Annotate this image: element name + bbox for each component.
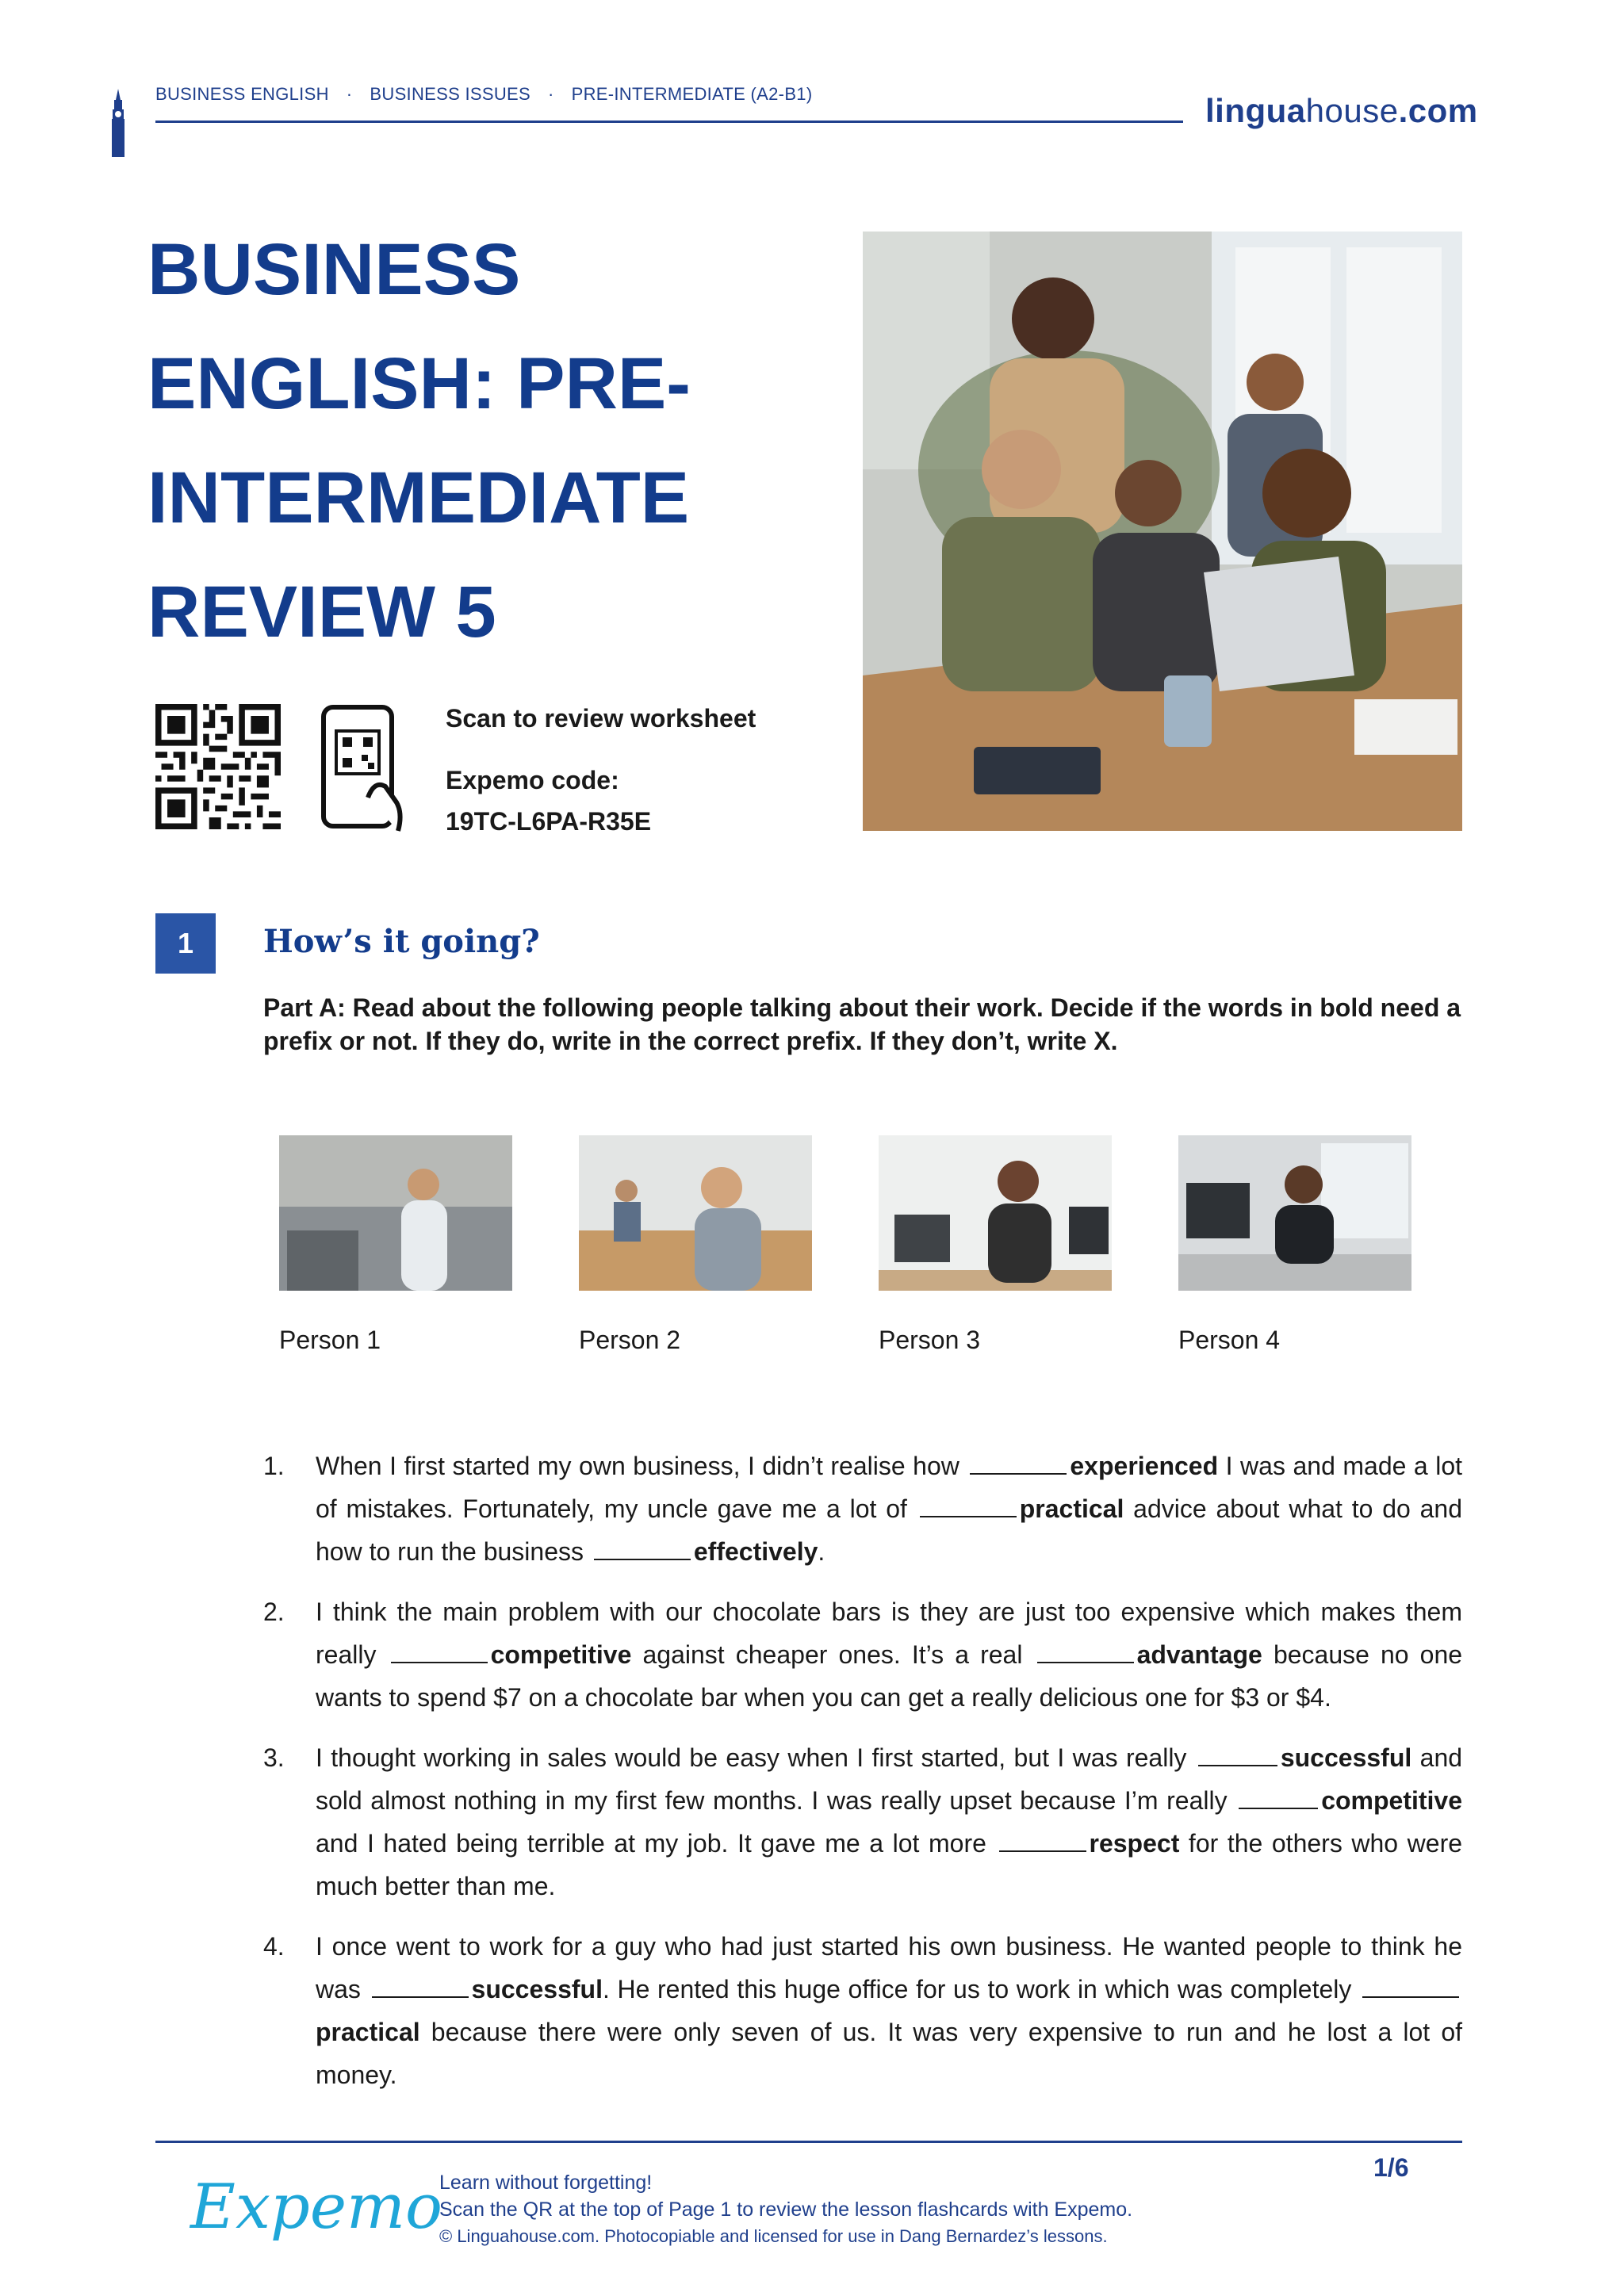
bold-word: successful [1280, 1743, 1412, 1772]
item-number: 4. [263, 1932, 285, 1961]
page-number: 1/6 [1373, 2153, 1409, 2182]
scan-label: Scan to review worksheet [446, 704, 756, 733]
phone-scan-icon [319, 704, 408, 832]
expemo-code-value: 19TC-L6PA-R35E [446, 807, 652, 836]
qr-code[interactable] [155, 704, 281, 829]
person-4-photo [1178, 1135, 1411, 1291]
footer-scan-note: Scan the QR at the top of Page 1 to review the lesson flashcards with Expemo. [439, 2198, 1133, 2221]
person-1-photo [279, 1135, 512, 1291]
section-instruction: Part A: Read about the following people talking about their work. Decide if the words in bold need a prefix or not. If they do, write in the correct prefix. If they don’t, write X. [263, 993, 1461, 1055]
breadcrumb-item: BUSINESS ISSUES [370, 84, 530, 104]
answer-blank[interactable] [1198, 1738, 1277, 1766]
brand-logo[interactable]: linguahouse.com [1205, 92, 1478, 129]
list-item: 3. I thought working in sales would be easy when I first started, but I was really successful and sold almost nothing in my first few months. I was really upset because I’m really competitive and I hated being terrible at my job. It gave me a lot more respect for the others who were much better than me. [263, 1736, 1462, 1908]
header-divider [155, 121, 1183, 123]
list-item: 2. I think the main problem with our chocolate bars is they are just too expensive which makes them really competitive against cheaper ones. It’s a real advantage because no one wants to spend $7 on a chocolate bar when you can get a really delicious one for $3 or $4. [263, 1590, 1462, 1719]
bold-word: practical [316, 2018, 420, 2046]
person-label: Person 1 [279, 1326, 381, 1354]
person-3-photo [879, 1135, 1112, 1291]
list-item: 1. When I first started my own business, I didn’t realise how experienced I was and made a lot of mistakes. Fortunately, my uncle gave me a lot of practical advice about what to do and how to run the business effectively. [263, 1445, 1462, 1573]
svg-text:Expemo: Expemo [190, 2172, 442, 2243]
bold-word: advantage [1136, 1640, 1262, 1669]
answer-blank[interactable] [970, 1446, 1067, 1475]
bold-word: effectively [693, 1537, 818, 1566]
answer-blank[interactable] [594, 1532, 691, 1560]
footer-divider [155, 2141, 1462, 2143]
bold-word: successful [471, 1975, 603, 2003]
section-number-badge: 1 [155, 913, 216, 974]
bold-word: respect [1089, 1829, 1180, 1858]
person-card [879, 1135, 1112, 1355]
person-label: Person 3 [879, 1326, 981, 1354]
footer-tagline: Learn without forgetting! [439, 2172, 653, 2194]
answer-blank[interactable] [1362, 1969, 1459, 1998]
footer-copyright: © Linguahouse.com. Photocopiable and licensed for use in Dang Bernardez’s lessons. [439, 2226, 1108, 2246]
person-label: Person 4 [1178, 1326, 1281, 1354]
footer-text [439, 2169, 1132, 2250]
answer-blank[interactable] [1037, 1635, 1134, 1663]
item-number: 1. [263, 1452, 285, 1480]
answer-blank[interactable] [391, 1635, 488, 1663]
bold-word: experienced [1070, 1452, 1219, 1480]
bold-word: competitive [490, 1640, 632, 1669]
answer-blank[interactable] [1239, 1781, 1318, 1809]
person-card [279, 1135, 512, 1355]
breadcrumb-item: BUSINESS ENGLISH [155, 84, 329, 104]
hero-photo [863, 232, 1462, 831]
answer-blank[interactable] [920, 1489, 1017, 1517]
exercise-list [263, 1445, 1462, 2114]
item-number: 2. [263, 1598, 285, 1626]
expemo-logo[interactable] [187, 2168, 442, 2263]
person-card [579, 1135, 812, 1355]
answer-blank[interactable] [999, 1823, 1086, 1852]
expemo-code-label: Expemo code: [446, 766, 619, 794]
breadcrumb: BUSINESS ENGLISH · BUSINESS ISSUES · PRE-INTERMEDIATE (A2-B1) [155, 84, 813, 104]
bold-word: competitive [1321, 1786, 1463, 1815]
item-number: 3. [263, 1743, 285, 1772]
person-card [1178, 1135, 1411, 1355]
big-ben-icon [108, 89, 128, 157]
answer-blank[interactable] [372, 1969, 469, 1998]
person-2-photo [579, 1135, 812, 1291]
person-label: Person 2 [579, 1326, 681, 1354]
section-title: How’s it going? [263, 923, 540, 960]
list-item: 4. I once went to work for a guy who had just started his own business. He wanted people to think he was successful. He rented this huge office for us to work in which was completely practical because there were only seven of us. It was very expensive to run and he lost a lot of money. [263, 1925, 1462, 2096]
page-title: BUSINESS ENGLISH: PRE-INTERMEDIATE REVIEW 5 [147, 229, 691, 652]
bold-word: practical [1019, 1494, 1124, 1523]
breadcrumb-item: PRE-INTERMEDIATE (A2-B1) [571, 84, 813, 104]
